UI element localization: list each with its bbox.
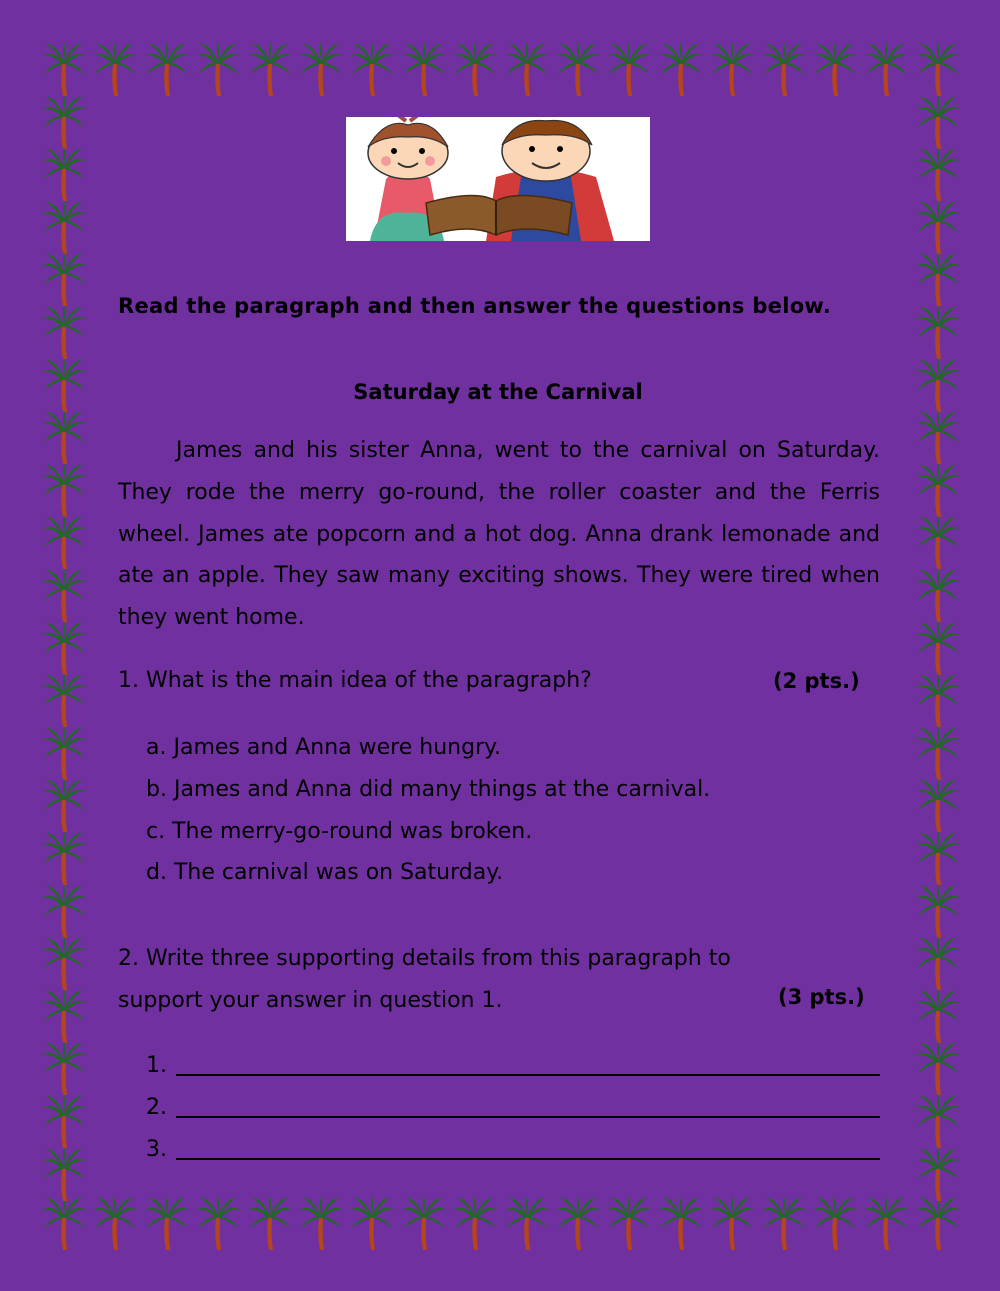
palm-tree-icon: [916, 989, 960, 1045]
palm-tree-icon: [42, 95, 86, 151]
answer-number: 2.: [146, 1095, 167, 1120]
palm-tree-icon: [916, 568, 960, 624]
palm-tree-icon: [42, 410, 86, 466]
palm-tree-icon: [42, 1147, 86, 1203]
palm-tree-icon: [42, 515, 86, 571]
palm-tree-icon: [42, 358, 86, 414]
palm-tree-icon: [607, 42, 651, 98]
palm-tree-icon: [916, 936, 960, 992]
palm-tree-icon: [42, 200, 86, 256]
option-d[interactable]: d. The carnival was on Saturday.: [146, 860, 504, 886]
palm-tree-icon: [299, 42, 343, 98]
answer-rule[interactable]: [176, 1116, 880, 1118]
palm-tree-icon: [916, 410, 960, 466]
palm-tree-icon: [710, 1196, 754, 1252]
story-paragraph: James and his sister Anna, went to the carnival on Saturday. They rode the merry go-round, the roller coaster and the Ferris wheel. James ate popcorn and a hot dog. Anna drank lemonade and ate an apple. They saw many exciting shows. They were tired when they went home.: [118, 438, 880, 631]
palm-tree-icon: [248, 42, 292, 98]
palm-tree-icon: [762, 1196, 806, 1252]
palm-tree-icon: [864, 1196, 908, 1252]
palm-tree-icon: [42, 252, 86, 308]
palm-tree-icon: [299, 1196, 343, 1252]
palm-tree-icon: [659, 42, 703, 98]
palm-tree-icon: [916, 1196, 960, 1252]
children-reading-book-illustration: [346, 117, 650, 241]
palm-tree-icon: [93, 42, 137, 98]
palm-tree-icon: [453, 42, 497, 98]
palm-tree-icon: [864, 42, 908, 98]
question-2-line-2: support your answer in question 1.: [118, 987, 503, 1013]
palm-tree-icon: [42, 568, 86, 624]
palm-tree-icon: [916, 252, 960, 308]
palm-tree-icon: [916, 42, 960, 98]
palm-tree-icon: [42, 1196, 86, 1252]
palm-tree-icon: [916, 884, 960, 940]
question-1-points: (2 pts.): [773, 669, 860, 693]
option-b[interactable]: b. James and Anna did many things at the carnival.: [146, 776, 711, 802]
palm-tree-icon: [42, 778, 86, 834]
palm-tree-icon: [350, 42, 394, 98]
palm-tree-icon: [916, 1041, 960, 1097]
question-2-line-1: 2. Write three supporting details from this paragraph to: [118, 946, 731, 971]
palm-tree-icon: [916, 778, 960, 834]
palm-tree-icon: [916, 726, 960, 782]
instruction-text: Read the paragraph and then answer the questions below.: [118, 294, 832, 318]
palm-tree-icon: [916, 673, 960, 729]
palm-tree-icon: [916, 831, 960, 887]
answer-line-2[interactable]: [146, 1088, 880, 1128]
answer-number: 3.: [146, 1137, 167, 1162]
palm-tree-icon: [42, 621, 86, 677]
palm-tree-icon: [916, 621, 960, 677]
palm-tree-icon: [42, 726, 86, 782]
question-2-points: (3 pts.): [778, 985, 865, 1009]
story-title: Saturday at the Carnival: [353, 380, 643, 404]
option-a[interactable]: a. James and Anna were hungry.: [146, 735, 501, 760]
palm-tree-icon: [556, 1196, 600, 1252]
answer-rule[interactable]: [176, 1158, 880, 1160]
palm-tree-icon: [42, 831, 86, 887]
palm-tree-icon: [145, 1196, 189, 1252]
palm-tree-icon: [916, 1147, 960, 1203]
palm-tree-icon: [505, 42, 549, 98]
palm-tree-icon: [916, 95, 960, 151]
palm-tree-icon: [916, 147, 960, 203]
palm-tree-icon: [916, 463, 960, 519]
answer-line-1[interactable]: [146, 1046, 880, 1086]
palm-tree-icon: [42, 463, 86, 519]
palm-tree-icon: [145, 42, 189, 98]
palm-tree-icon: [248, 1196, 292, 1252]
palm-tree-icon: [93, 1196, 137, 1252]
answer-rule[interactable]: [176, 1074, 880, 1076]
palm-tree-icon: [813, 42, 857, 98]
palm-tree-icon: [196, 42, 240, 98]
palm-tree-icon: [762, 42, 806, 98]
palm-tree-icon: [42, 147, 86, 203]
palm-tree-icon: [196, 1196, 240, 1252]
palm-tree-icon: [42, 673, 86, 729]
palm-tree-icon: [42, 305, 86, 361]
palm-tree-icon: [350, 1196, 394, 1252]
palm-tree-icon: [505, 1196, 549, 1252]
question-1-options: [146, 727, 710, 894]
palm-tree-icon: [556, 42, 600, 98]
palm-tree-icon: [402, 42, 446, 98]
question-2-text: [118, 938, 878, 1022]
option-c[interactable]: c. The merry-go-round was broken.: [146, 818, 533, 844]
palm-tree-icon: [710, 42, 754, 98]
palm-tree-icon: [659, 1196, 703, 1252]
palm-tree-icon: [813, 1196, 857, 1252]
palm-tree-icon: [42, 42, 86, 98]
palm-tree-icon: [402, 1196, 446, 1252]
palm-tree-icon: [916, 515, 960, 571]
palm-tree-icon: [42, 936, 86, 992]
palm-tree-icon: [42, 989, 86, 1045]
question-1-text: 1. What is the main idea of the paragraph?: [118, 668, 592, 693]
palm-tree-icon: [42, 1041, 86, 1097]
palm-tree-icon: [916, 200, 960, 256]
answer-line-3[interactable]: [146, 1130, 880, 1170]
palm-tree-icon: [607, 1196, 651, 1252]
answer-number: 1.: [146, 1053, 167, 1078]
open-book: [426, 195, 572, 235]
palm-tree-icon: [453, 1196, 497, 1252]
palm-tree-icon: [916, 358, 960, 414]
palm-tree-icon: [42, 1094, 86, 1150]
palm-tree-icon: [42, 884, 86, 940]
palm-tree-icon: [916, 1094, 960, 1150]
palm-tree-icon: [916, 305, 960, 361]
